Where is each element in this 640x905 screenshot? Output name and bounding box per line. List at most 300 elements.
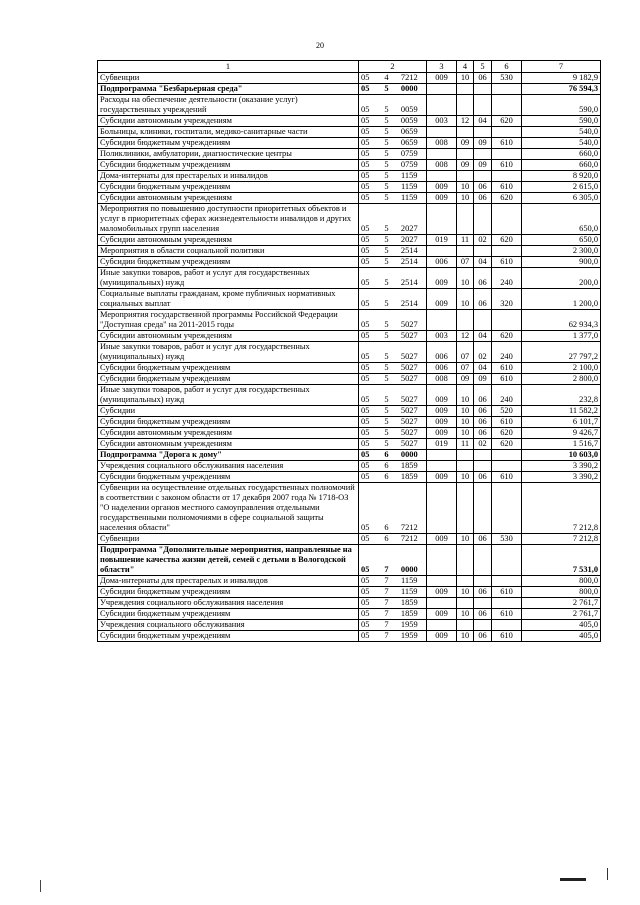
row-subsection-code: 5 [381,439,393,450]
header-col-2: 2 [359,61,427,73]
table-row [98,289,601,310]
table-row [98,127,601,138]
row-amount: 405,0 [522,631,601,642]
header-row [98,61,601,73]
row-section-code: 05 [359,289,381,310]
row-subsection-code: 5 [381,268,393,289]
row-subdivision-code: 02 [474,342,492,363]
table-row [98,246,601,257]
row-name: Социальные выплаты гражданам, кроме публичных нормативных социальных выплат [98,289,359,310]
row-ministry-code: 009 [427,268,457,289]
row-ministry-code: 009 [427,385,457,406]
row-subdivision-code [474,450,492,461]
row-section-code: 05 [359,620,381,631]
row-name: Учреждения социального обслуживания [98,620,359,631]
row-division-code: 10 [457,534,474,545]
row-target-code: 1859 [393,609,427,620]
row-division-code: 10 [457,587,474,598]
row-subdivision-code [474,84,492,95]
row-division-code: 11 [457,439,474,450]
row-expense-type-code [492,620,522,631]
row-subdivision-code: 06 [474,534,492,545]
row-name: Подпрограмма "Безбарьерная среда" [98,84,359,95]
row-section-code: 05 [359,310,381,331]
row-section-code: 05 [359,268,381,289]
row-ministry-code: 009 [427,534,457,545]
row-amount: 800,0 [522,587,601,598]
row-name: Субсидии бюджетным учреждениям [98,182,359,193]
row-section-code: 05 [359,534,381,545]
row-subsection-code: 6 [381,472,393,483]
row-subsection-code: 6 [381,534,393,545]
row-expense-type-code: 610 [492,609,522,620]
table-row [98,171,601,182]
table-row [98,374,601,385]
row-amount: 1 377,0 [522,331,601,342]
row-division-code [457,461,474,472]
row-ministry-code [427,204,457,235]
row-amount: 8 920,0 [522,171,601,182]
row-target-code: 5027 [393,439,427,450]
row-amount: 10 603,0 [522,450,601,461]
row-ministry-code: 009 [427,472,457,483]
row-amount: 2 615,0 [522,182,601,193]
table-row [98,268,601,289]
row-subdivision-code: 04 [474,116,492,127]
row-expense-type-code: 610 [492,587,522,598]
row-expense-type-code [492,95,522,116]
row-subdivision-code: 06 [474,428,492,439]
row-division-code [457,310,474,331]
row-target-code: 0759 [393,149,427,160]
table-row [98,534,601,545]
row-target-code: 0000 [393,450,427,461]
row-division-code: 07 [457,342,474,363]
row-target-code: 1859 [393,598,427,609]
row-section-code: 05 [359,450,381,461]
row-subsection-code: 6 [381,450,393,461]
row-expense-type-code: 620 [492,235,522,246]
row-division-code: 10 [457,417,474,428]
table-row [98,620,601,631]
row-name: Субсидии бюджетным учреждениям [98,417,359,428]
row-division-code: 10 [457,428,474,439]
row-ministry-code: 006 [427,257,457,268]
row-name: Субсидии автономным учреждениям [98,439,359,450]
row-expense-type-code: 240 [492,385,522,406]
table-row [98,95,601,116]
row-ministry-code: 009 [427,193,457,204]
row-section-code: 05 [359,417,381,428]
row-expense-type-code: 620 [492,439,522,450]
row-subsection-code: 7 [381,609,393,620]
row-expense-type-code [492,171,522,182]
row-ministry-code: 006 [427,363,457,374]
row-expense-type-code: 620 [492,193,522,204]
row-subsection-code: 7 [381,587,393,598]
table-row [98,138,601,149]
row-division-code: 09 [457,138,474,149]
header-col-5: 5 [474,61,492,73]
row-ministry-code: 008 [427,138,457,149]
row-subsection-code: 7 [381,576,393,587]
row-division-code: 10 [457,631,474,642]
row-amount: 540,0 [522,127,601,138]
row-subsection-code: 5 [381,160,393,171]
row-name: Подпрограмма "Дополнительные мероприятия, направленные на повышение качества жизни детей, семей с детьми в Вологодской области" [98,545,359,576]
row-amount: 6 305,0 [522,193,601,204]
row-section-code: 05 [359,95,381,116]
row-ministry-code [427,461,457,472]
row-subdivision-code [474,127,492,138]
table-row [98,182,601,193]
row-division-code [457,171,474,182]
row-amount: 650,0 [522,204,601,235]
row-ministry-code: 009 [427,609,457,620]
row-subdivision-code [474,483,492,534]
row-section-code: 05 [359,472,381,483]
table-row [98,406,601,417]
row-ministry-code [427,545,457,576]
row-division-code: 11 [457,235,474,246]
row-section-code: 05 [359,587,381,598]
row-name: Дома-интернаты для престарелых и инвалидов [98,576,359,587]
row-section-code: 05 [359,160,381,171]
row-target-code: 1859 [393,461,427,472]
row-ministry-code [427,246,457,257]
row-expense-type-code: 620 [492,428,522,439]
row-subsection-code: 4 [381,73,393,84]
row-subdivision-code: 09 [474,374,492,385]
row-amount: 405,0 [522,620,601,631]
row-section-code: 05 [359,331,381,342]
table-row [98,598,601,609]
row-section-code: 05 [359,127,381,138]
row-section-code: 05 [359,116,381,127]
header-col-3: 3 [427,61,457,73]
row-name: Субсидии автономным учреждениям [98,428,359,439]
row-amount: 1 516,7 [522,439,601,450]
row-ministry-code: 009 [427,406,457,417]
row-expense-type-code: 610 [492,363,522,374]
row-amount: 650,0 [522,235,601,246]
row-subdivision-code [474,576,492,587]
table-row [98,363,601,374]
row-name: Субсидии бюджетным учреждениям [98,587,359,598]
row-subsection-code: 5 [381,171,393,182]
row-target-code: 7212 [393,483,427,534]
row-amount: 2 761,7 [522,609,601,620]
row-section-code: 05 [359,374,381,385]
row-section-code: 05 [359,193,381,204]
row-division-code: 10 [457,472,474,483]
row-expense-type-code: 610 [492,472,522,483]
row-subsection-code: 7 [381,545,393,576]
row-name: Субсидии автономным учреждениям [98,331,359,342]
row-division-code: 09 [457,374,474,385]
table-row [98,160,601,171]
row-ministry-code [427,149,457,160]
row-name: Учреждения социального обслуживания населения [98,461,359,472]
row-name: Субсидии бюджетным учреждениям [98,257,359,268]
row-target-code: 1859 [393,472,427,483]
row-division-code [457,598,474,609]
row-division-code: 10 [457,73,474,84]
header-col-1: 1 [98,61,359,73]
table-row [98,461,601,472]
row-subdivision-code: 09 [474,160,492,171]
table-row [98,450,601,461]
row-section-code: 05 [359,84,381,95]
row-name: Иные закупки товаров, работ и услуг для государственных (муниципальных) нужд [98,385,359,406]
row-expense-type-code [492,450,522,461]
row-subsection-code: 5 [381,331,393,342]
row-subdivision-code: 06 [474,472,492,483]
row-target-code: 0659 [393,127,427,138]
row-section-code: 05 [359,385,381,406]
row-division-code: 12 [457,116,474,127]
row-division-code [457,450,474,461]
row-ministry-code [427,95,457,116]
row-subsection-code: 6 [381,461,393,472]
table-row [98,417,601,428]
table-row [98,576,601,587]
row-name: Субсидии автономным учреждениям [98,235,359,246]
row-section-code: 05 [359,461,381,472]
row-subsection-code: 5 [381,149,393,160]
row-subdivision-code: 06 [474,385,492,406]
row-expense-type-code: 610 [492,257,522,268]
row-expense-type-code [492,127,522,138]
row-target-code: 1159 [393,587,427,598]
page-number: 20 [316,41,324,50]
row-name: Субсидии бюджетным учреждениям [98,374,359,385]
row-subdivision-code: 06 [474,631,492,642]
row-ministry-code [427,171,457,182]
table-row [98,483,601,534]
row-subsection-code: 5 [381,235,393,246]
row-section-code: 05 [359,406,381,417]
row-target-code: 2514 [393,246,427,257]
row-amount: 9 182,9 [522,73,601,84]
row-subdivision-code: 06 [474,182,492,193]
row-amount: 540,0 [522,138,601,149]
row-ministry-code [427,84,457,95]
row-amount: 232,8 [522,385,601,406]
row-expense-type-code: 610 [492,374,522,385]
row-subdivision-code [474,95,492,116]
row-target-code: 0059 [393,116,427,127]
row-expense-type-code [492,149,522,160]
row-division-code [457,545,474,576]
row-division-code [457,620,474,631]
row-division-code: 10 [457,182,474,193]
row-expense-type-code: 620 [492,116,522,127]
row-division-code [457,576,474,587]
row-division-code: 12 [457,331,474,342]
row-section-code: 05 [359,182,381,193]
table-row [98,235,601,246]
row-section-code: 05 [359,257,381,268]
row-subdivision-code: 09 [474,138,492,149]
row-division-code [457,483,474,534]
row-subdivision-code [474,598,492,609]
row-subdivision-code: 06 [474,587,492,598]
row-expense-type-code: 240 [492,342,522,363]
row-name: Мероприятия в области социальной политики [98,246,359,257]
row-expense-type-code [492,483,522,534]
row-name: Субвенции [98,73,359,84]
row-subdivision-code [474,310,492,331]
row-division-code: 10 [457,268,474,289]
row-subsection-code: 5 [381,84,393,95]
row-name: Дома-интернаты для престарелых и инвалидов [98,171,359,182]
row-expense-type-code: 530 [492,73,522,84]
row-name: Мероприятия государственной программы Российской Федерации "Доступная среда" на 2011-2015 годы [98,310,359,331]
row-name: Субвенции на осуществление отдельных государственных полномочий в соответствии с законом области от 17 декабря 2007 года № 1718-ОЗ "О наделении органов местного самоуправления отдельными государственными полномочиями в сфере социальной защиты населения области" [98,483,359,534]
row-amount: 590,0 [522,95,601,116]
row-section-code: 05 [359,576,381,587]
row-amount: 590,0 [522,116,601,127]
row-amount: 2 761,7 [522,598,601,609]
row-target-code: 0759 [393,160,427,171]
row-expense-type-code [492,310,522,331]
row-target-code: 1159 [393,182,427,193]
row-subdivision-code: 02 [474,439,492,450]
row-target-code: 2514 [393,257,427,268]
row-section-code: 05 [359,149,381,160]
row-subdivision-code: 06 [474,289,492,310]
row-section-code: 05 [359,73,381,84]
row-division-code: 09 [457,160,474,171]
row-target-code: 1159 [393,576,427,587]
scan-mark [40,880,41,892]
row-name: Субсидии бюджетным учреждениям [98,631,359,642]
table-row [98,609,601,620]
row-subsection-code: 5 [381,138,393,149]
row-subdivision-code [474,620,492,631]
row-subdivision-code: 04 [474,363,492,374]
row-section-code: 05 [359,439,381,450]
row-expense-type-code: 610 [492,160,522,171]
row-amount: 62 934,3 [522,310,601,331]
table-row [98,472,601,483]
row-division-code [457,246,474,257]
row-target-code: 5027 [393,342,427,363]
row-name: Больницы, клиники, госпитали, медико-санитарные части [98,127,359,138]
row-name: Иные закупки товаров, работ и услуг для государственных (муниципальных) нужд [98,342,359,363]
table-row [98,73,601,84]
table-row [98,545,601,576]
header-col-6: 6 [492,61,522,73]
row-expense-type-code: 520 [492,406,522,417]
row-amount: 3 390,2 [522,461,601,472]
row-amount: 6 101,7 [522,417,601,428]
row-section-code: 05 [359,235,381,246]
row-name: Субсидии автономным учреждениям [98,116,359,127]
row-amount: 2 800,0 [522,374,601,385]
row-expense-type-code: 620 [492,331,522,342]
row-subsection-code: 5 [381,116,393,127]
table-row [98,587,601,598]
row-target-code: 2514 [393,268,427,289]
row-subdivision-code: 06 [474,268,492,289]
row-target-code: 2027 [393,235,427,246]
row-name: Субвенции [98,534,359,545]
row-subsection-code: 5 [381,363,393,374]
table-row [98,149,601,160]
row-subdivision-code: 02 [474,235,492,246]
row-amount: 7 212,8 [522,483,601,534]
row-amount: 9 426,7 [522,428,601,439]
row-name: Расходы на обеспечение деятельности (оказание услуг) государственных учреждений [98,95,359,116]
row-subsection-code: 5 [381,127,393,138]
row-name: Субсидии бюджетным учреждениям [98,472,359,483]
row-subsection-code: 5 [381,257,393,268]
row-ministry-code [427,483,457,534]
row-name: Иные закупки товаров, работ и услуг для государственных (муниципальных) нужд [98,268,359,289]
row-section-code: 05 [359,545,381,576]
row-name: Субсидии бюджетным учреждениям [98,363,359,374]
row-division-code: 10 [457,193,474,204]
row-ministry-code: 009 [427,289,457,310]
row-subsection-code: 5 [381,204,393,235]
table-row [98,631,601,642]
row-subdivision-code [474,204,492,235]
row-division-code: 10 [457,385,474,406]
row-target-code: 5027 [393,417,427,428]
row-name: Поликлиники, амбулатории, диагностические центры [98,149,359,160]
row-ministry-code [427,620,457,631]
row-amount: 900,0 [522,257,601,268]
row-amount: 11 582,2 [522,406,601,417]
row-name: Учреждения социального обслуживания населения [98,598,359,609]
row-division-code [457,149,474,160]
row-amount: 2 100,0 [522,363,601,374]
row-amount: 3 390,2 [522,472,601,483]
row-ministry-code: 019 [427,235,457,246]
row-division-code: 07 [457,363,474,374]
row-ministry-code [427,127,457,138]
row-name: Субсидии автономным учреждениям [98,193,359,204]
row-target-code: 7212 [393,73,427,84]
row-target-code: 1159 [393,171,427,182]
row-amount: 7 212,8 [522,534,601,545]
row-name: Субсидии бюджетным учреждениям [98,160,359,171]
row-subsection-code: 5 [381,193,393,204]
row-subdivision-code: 06 [474,193,492,204]
row-expense-type-code [492,461,522,472]
row-target-code: 7212 [393,534,427,545]
row-name: Субсидии бюджетным учреждениям [98,138,359,149]
row-amount: 800,0 [522,576,601,587]
row-ministry-code [427,450,457,461]
table-row [98,257,601,268]
row-target-code: 5027 [393,374,427,385]
row-subsection-code: 5 [381,310,393,331]
row-division-code [457,95,474,116]
table-row [98,204,601,235]
row-subsection-code: 5 [381,406,393,417]
row-name: Субсидии [98,406,359,417]
row-section-code: 05 [359,631,381,642]
row-subsection-code: 5 [381,342,393,363]
row-target-code: 0059 [393,95,427,116]
row-subdivision-code [474,246,492,257]
row-amount: 660,0 [522,160,601,171]
row-subsection-code: 6 [381,483,393,534]
row-subdivision-code: 04 [474,331,492,342]
